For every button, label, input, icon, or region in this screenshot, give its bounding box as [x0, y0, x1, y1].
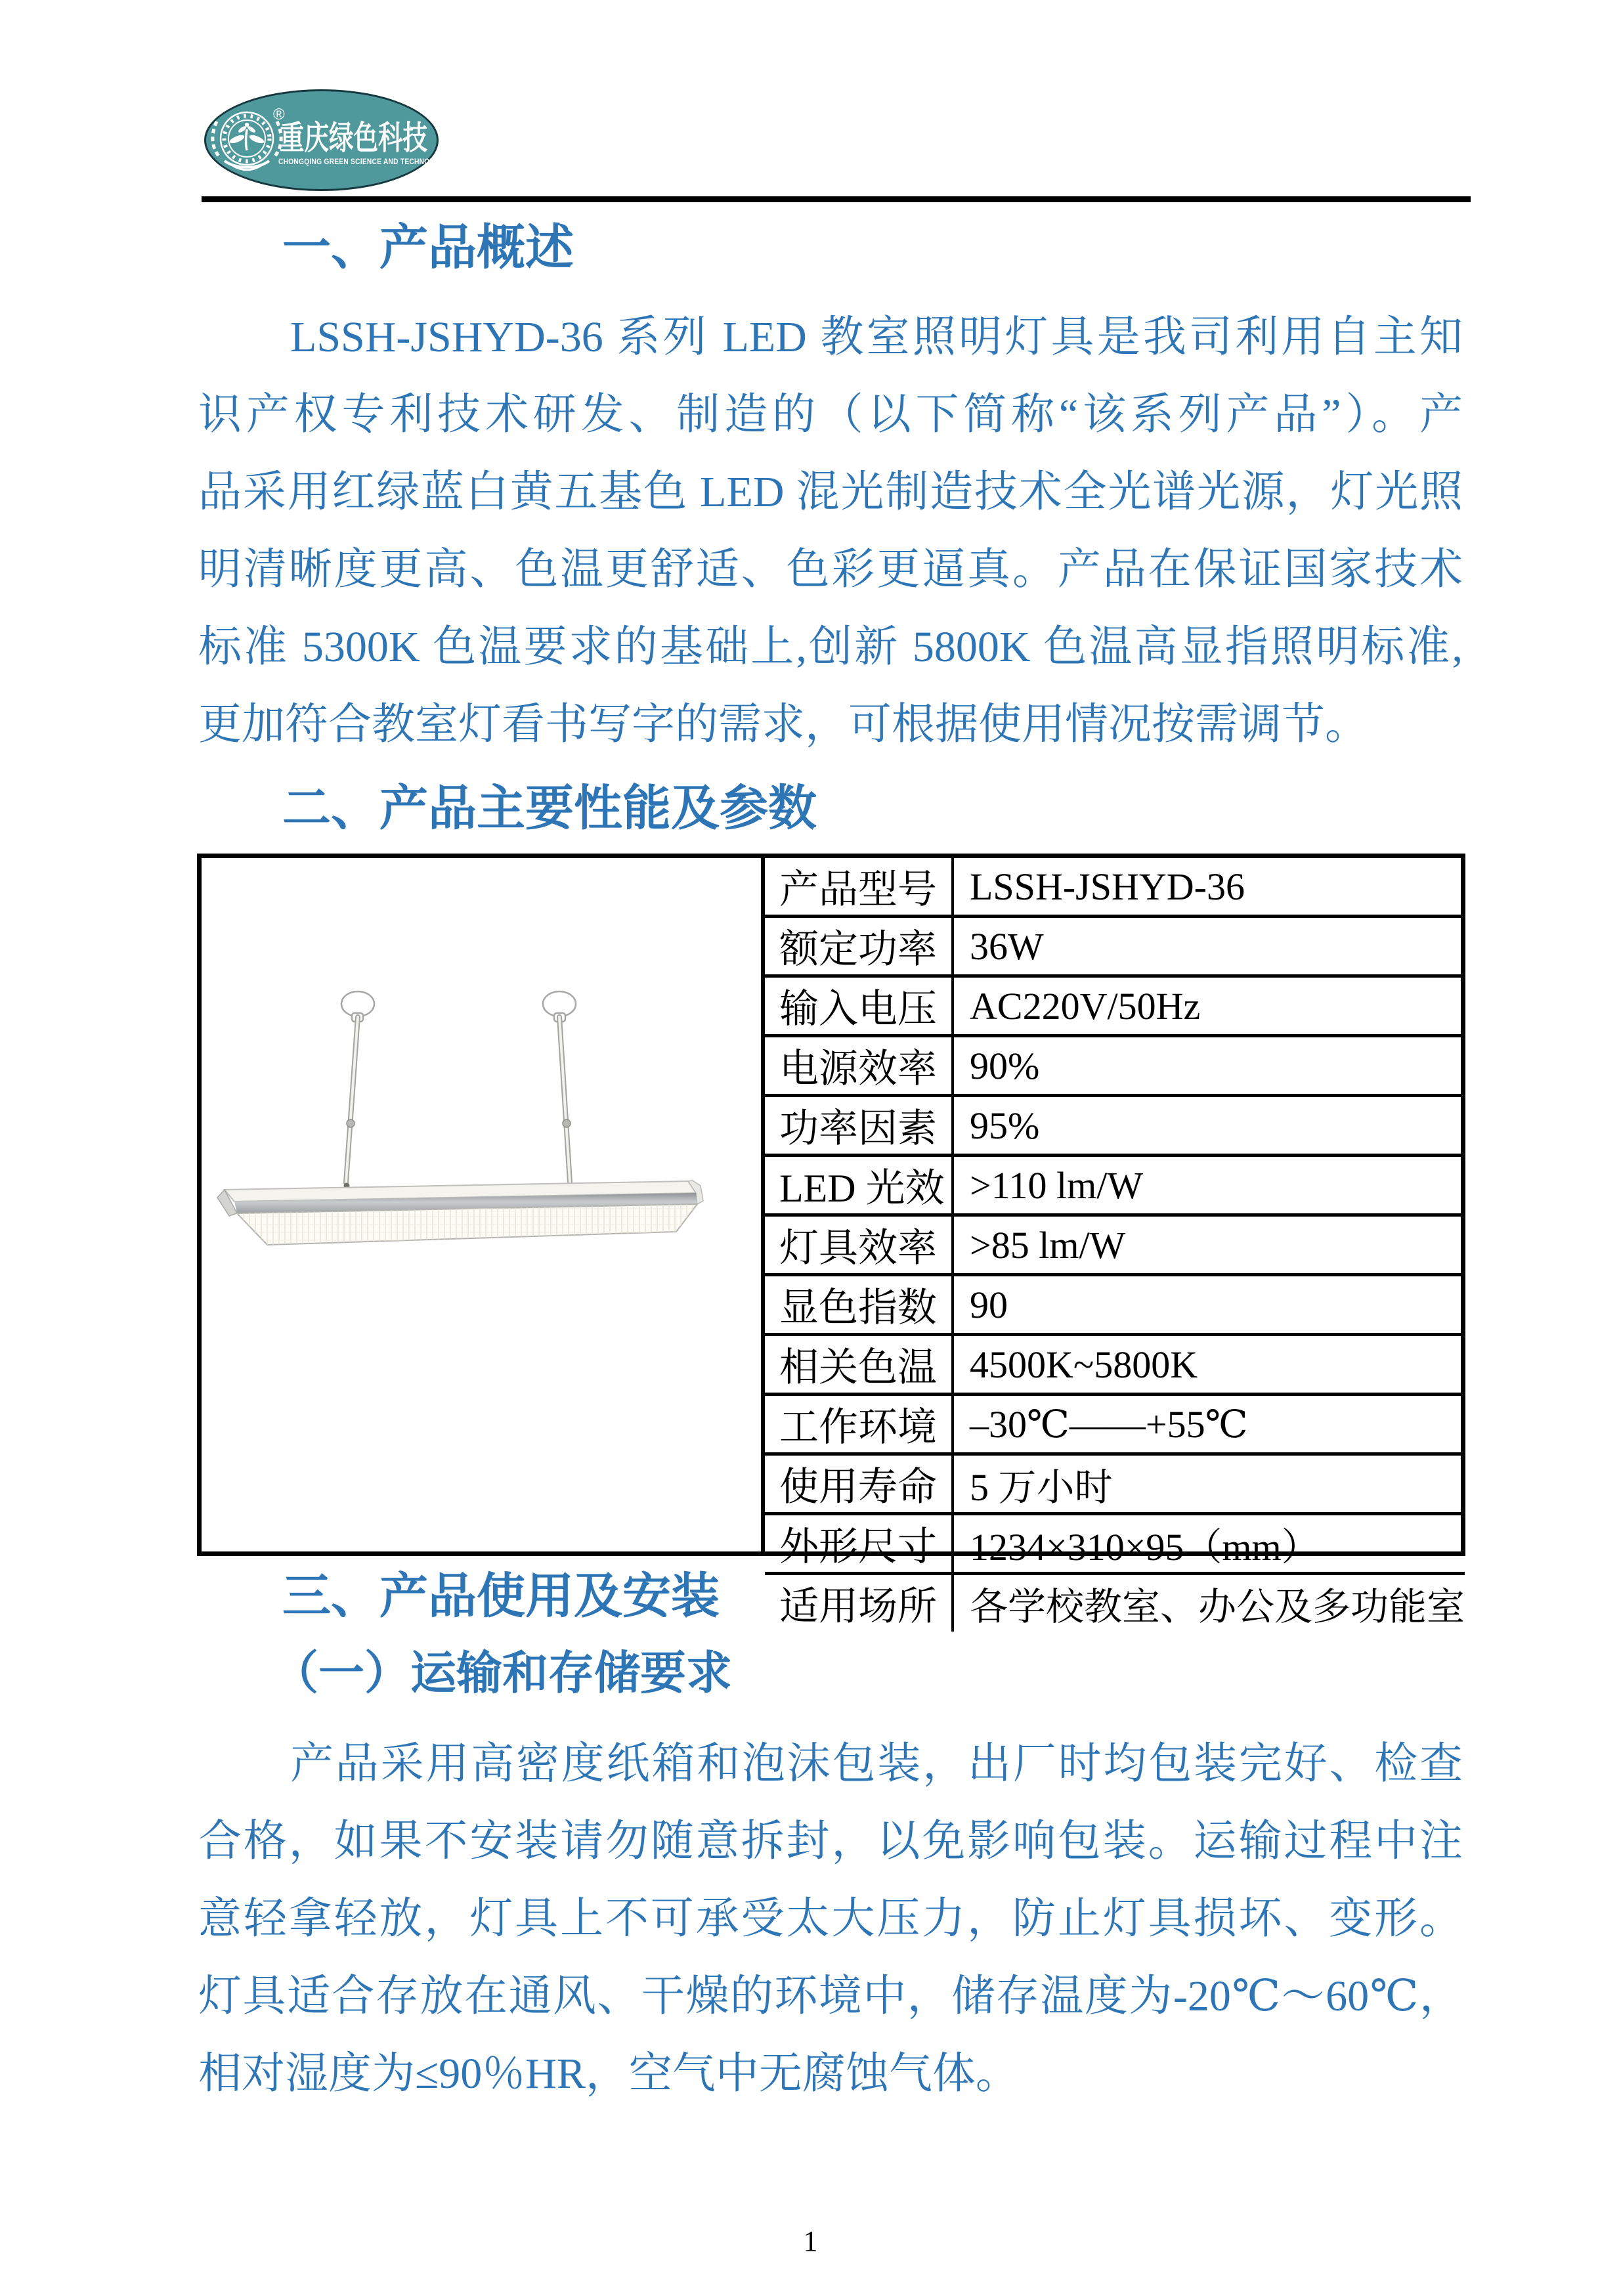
logo-company-name-en: CHONGQING GREEN SCIENCE AND TECHNOLOG: [278, 157, 445, 166]
spec-value: >85 lm/W: [970, 1223, 1126, 1267]
spec-value: 1234×310×95（mm）: [970, 1526, 1320, 1569]
spec-value: 4500K~5800K: [970, 1343, 1198, 1386]
spec-label: 工作环境: [765, 1396, 954, 1452]
spec-value: 36W: [970, 924, 1044, 968]
paragraph-2-line: 合格，如果不安装请勿随意拆封，以免影响包装。运输过程中注: [198, 1817, 1463, 1865]
paragraph-2-line: 意轻拿轻放，灯具上不可承受太大压力，防止灯具损坏、变形。: [198, 1895, 1463, 1943]
page-number: 1: [803, 2225, 818, 2257]
spec-label: 适用场所: [765, 1575, 954, 1632]
section-3-subheading-1: （一）运输和存储要求: [272, 1649, 732, 1699]
table-row: [765, 978, 1465, 1037]
spec-value: 90%: [970, 1044, 1040, 1087]
spec-value: 90: [970, 1283, 1008, 1326]
spec-value: 各学校教室、办公及多功能室: [970, 1586, 1465, 1628]
table-row: [765, 1037, 1465, 1097]
spec-label: 使用寿命: [765, 1456, 954, 1512]
table-row: [765, 858, 1465, 918]
paragraph-2-line: 灯具适合存放在通风、干燥的环境中，储存温度为-20℃～60℃，: [198, 1972, 1463, 2020]
table-row: [765, 1396, 1465, 1456]
paragraph-1-line: LSSH-JSHYD-36 系列 LED 教室照明灯具是我司利用自主知: [290, 313, 1463, 361]
table-row: [765, 1157, 1465, 1217]
spec-label: 功率因素: [765, 1097, 954, 1154]
spec-label: 电源效率: [765, 1037, 954, 1094]
registered-trademark-icon: ®: [273, 106, 285, 123]
spec-label: 灯具效率: [765, 1217, 954, 1273]
spec-label: 显色指数: [765, 1276, 954, 1333]
paragraph-1-line: 品采用红绿蓝白黄五基色 LED 混光制造技术全光谱光源，灯光照: [198, 468, 1463, 516]
spec-value: 95%: [970, 1104, 1040, 1147]
table-row: [765, 1336, 1465, 1396]
spec-value: AC220V/50Hz: [970, 984, 1201, 1028]
section-3-heading: 三、产品使用及安装: [282, 1570, 720, 1624]
spec-label: 产品型号: [765, 858, 954, 915]
section-2-heading: 二、产品主要性能及参数: [282, 782, 817, 836]
spec-label: 外形尺寸: [765, 1515, 954, 1572]
table-row: [765, 1097, 1465, 1157]
table-row: [765, 1276, 1465, 1336]
paragraph-2-line: 相对湿度为≤90％HR，空气中无腐蚀气体。: [198, 2050, 1019, 2098]
spec-value: 5 万小时: [970, 1466, 1113, 1509]
table-row: [765, 918, 1465, 978]
table-row: [765, 1575, 1465, 1632]
product-photo-cell: [202, 858, 765, 1551]
table-row: [765, 1456, 1465, 1515]
led-panel-lamp-photo: [202, 858, 761, 1551]
section-1-heading: 一、产品概述: [282, 221, 574, 275]
spec-value: LSSH-JSHYD-36: [970, 865, 1245, 908]
spec-value: –30℃——+55℃: [970, 1403, 1248, 1446]
header-divider-rule: [202, 196, 1471, 202]
table-row: [765, 1515, 1465, 1575]
paragraph-2-line: 产品采用高密度纸箱和泡沫包装，出厂时均包装完好、检查: [290, 1740, 1463, 1788]
table-row: [765, 1217, 1465, 1276]
paragraph-1-line: 标准 5300K 色温要求的基础上,创新 5800K 色温高显指照明标准,: [198, 623, 1463, 671]
spec-label: 相关色温: [765, 1336, 954, 1393]
spec-label: LED 光效: [765, 1157, 954, 1213]
spec-value: >110 lm/W: [970, 1163, 1144, 1207]
paragraph-1-line: 明清晰度更高、色温更舒适、色彩更逼真。产品在保证国家技术: [198, 546, 1463, 594]
spec-label: 输入电压: [765, 978, 954, 1034]
paragraph-1-line: 更加符合教室灯看书写字的需求，可根据使用情况按需调节。: [198, 701, 1368, 748]
spec-table-rows: [765, 858, 1465, 1628]
company-logo: [204, 89, 445, 191]
spec-label: 额定功率: [765, 918, 954, 974]
logo-company-name-cn: 重庆绿色科技: [280, 119, 427, 156]
paragraph-1-line: 识产权专利技术研发、制造的（以下简称“该系列产品”）。产: [198, 391, 1463, 439]
